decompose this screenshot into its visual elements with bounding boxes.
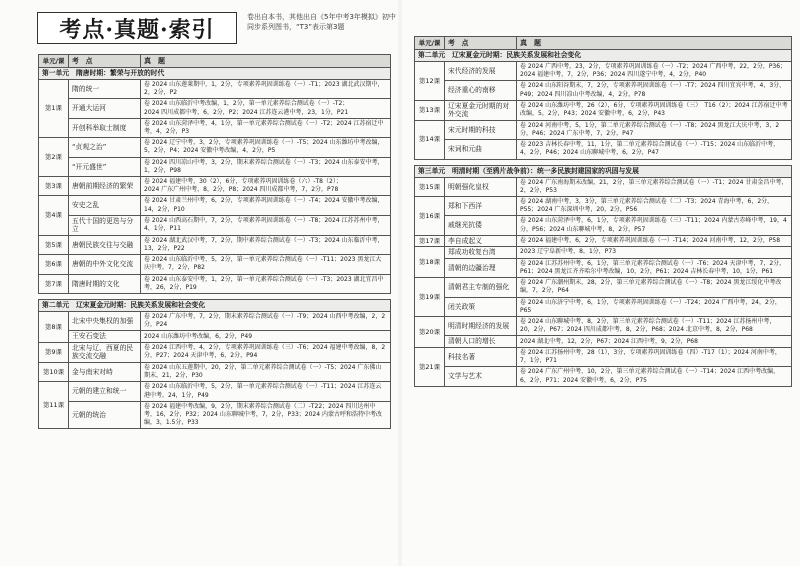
- table-row: [39, 215, 391, 235]
- topic-cell: 唐朝的中外文化交流: [69, 255, 141, 274]
- questions-cell: [141, 331, 391, 343]
- table-row: [39, 362, 391, 381]
- table-row: [415, 258, 792, 277]
- question-ref: 卷 2024 福建中考，30（2），6分，专项素养巩固训练卷（六）-T8（2）；: [144, 178, 342, 186]
- question-ref: 卷 2024 山东菏泽中考，6，1分，专项素养巩固训练卷（三）-T11；2024 内蒙古赤峰中考，19，4分，P56；2024 山东聊城中考，8，2分，P57: [520, 217, 787, 233]
- unit-row: [415, 165, 792, 177]
- question-ref: 卷 2024 广东中考，7，2分，期末素养综合测试卷（一）-T9；2024 山西中考改编，2，2分，P24: [144, 313, 386, 329]
- topic-cell: 元朝的建立和统一: [69, 382, 141, 401]
- lesson-cell: 第13课: [415, 100, 445, 120]
- questions-cell: [141, 99, 391, 118]
- question-ref: 卷 2024 山东临沂中考，5，2分，第一单元素养综合测试卷（一）-T11；2023 黑龙江大庆中考，7，2分，P82: [144, 256, 382, 272]
- question-ref: 卷 2024 江苏苏州中考，6，1分，第三单元素养综合测试卷（一）-T6；2024 天津中考，7，2分，P61；2024 黑龙江齐齐哈尔中考改编，10，2分，P61；2024 吉林长春中考，10，1分，P61: [520, 259, 786, 276]
- question-ref: 卷 2024 山东临沂中考，5，2分，第一单元素养综合测试卷（一）-T11；2024 江苏连云港中考，24，1分，P49: [144, 383, 382, 399]
- lesson-cell: 第11课: [39, 382, 69, 429]
- questions-cell: [517, 140, 792, 159]
- questions-cell: [517, 81, 792, 100]
- topic-cell: 开创科举取士制度: [69, 118, 141, 137]
- questions-cell: [517, 258, 792, 277]
- table-body: [415, 50, 792, 387]
- question-ref: 卷 2024 山东潍坊中考，26（2），6分，专项素养巩固训练卷（三） T16（2）；2024 江苏宿迁中考改编，5，2分，P43；2024 安徽中考，6，2分，P43: [520, 102, 788, 118]
- topic-cell: 科技名著: [445, 347, 517, 366]
- header-topic: 考 点: [445, 37, 517, 50]
- question-ref: 2024 湖北中考，12，2分，P67；2024 江西中考，9，2分，P68: [520, 337, 698, 345]
- topic-cell: 隋的统一: [69, 80, 141, 99]
- questions-cell: [141, 235, 391, 254]
- header-lesson: 单元/课: [415, 37, 445, 50]
- topic-cell: 郑成功收复台湾: [445, 247, 517, 259]
- lesson-cell: 第15课: [415, 177, 445, 196]
- question-ref: 卷 2024 湖南中考，3，3分，第三单元素养综合测试卷（二）-T3；2024 青海中考，6，2分，P55；2024 广东深圳中考，20，2分，P56: [520, 198, 774, 214]
- topic-cell: 清朝的边疆治理: [445, 258, 517, 277]
- index-table: [38, 54, 391, 429]
- lesson-cell: 第8课: [39, 312, 69, 343]
- questions-cell: [517, 297, 792, 316]
- questions-cell: [141, 80, 391, 99]
- questions-cell: [141, 196, 391, 215]
- table-row: [39, 401, 391, 429]
- table-row: [39, 331, 391, 343]
- questions-cell: [141, 401, 391, 429]
- lesson-cell: 第18课: [415, 247, 445, 278]
- unit-title: 第二单元 辽宋夏金元时期：民族关系发展和社会变化: [39, 300, 391, 312]
- lesson-cell: 第20课: [415, 317, 445, 348]
- table-body: [39, 68, 391, 429]
- lesson-cell: 第6课: [39, 255, 69, 274]
- topic-cell: 开通大运河: [69, 99, 141, 118]
- table-row: [415, 317, 792, 336]
- question-ref: 卷 2024 山东菏泽中考，4，1分，第一单元素养综合测试卷（一）-T2；2024 江苏宿迁中考，4，2分，P3: [144, 119, 384, 136]
- unit-row: [39, 300, 391, 312]
- topic-cell: 郑和下西洋: [445, 197, 517, 216]
- header-questions: 真 题: [141, 55, 391, 68]
- topic-cell: 北宋与辽、西夏的民族交流交融: [69, 342, 141, 362]
- questions-cell: [141, 118, 391, 137]
- questions-cell: [141, 342, 391, 362]
- unit-title: 第三单元 明清时期（至鸦片战争前）：统一多民族封建国家的巩固与发展: [415, 165, 792, 177]
- table-row: [415, 297, 792, 316]
- lesson-cell: 第7课: [39, 274, 69, 293]
- questions-cell: [517, 100, 792, 120]
- topic-cell: 经济重心的南移: [445, 81, 517, 100]
- lesson-cell: 第10课: [39, 362, 69, 381]
- topic-cell: 戚继光抗倭: [445, 216, 517, 235]
- lesson-cell: 第2课: [39, 138, 69, 177]
- unit-row: [415, 50, 792, 62]
- table-row: [39, 177, 391, 196]
- page-header: [37, 6, 397, 52]
- lesson-cell: 第21课: [415, 347, 445, 386]
- question-ref: 2024 四川成都中考，6，2分，P2；2024 江苏连云港中考，23，1分，P21: [144, 108, 349, 116]
- topic-cell: 元朝的统治: [69, 401, 141, 429]
- question-ref: 2023 辽宁阜新中考，8，1分，P73: [520, 248, 617, 256]
- topic-cell: 唐朝民族交往与交融: [69, 235, 141, 254]
- question-ref: 2024 广东广州中考，8，2分，P8；2024 四川成都中考，7，2分，P78: [144, 186, 339, 194]
- lesson-cell: 第17课: [415, 235, 445, 247]
- question-ref: 卷 2024 广东南海期末改编，21，2分，第三单元素养综合测试卷（一）-T1；2024 甘肃金昌中考，2，2分，P53: [520, 178, 788, 194]
- question-ref: 卷 2024 山东五莲期中，20，2分，第二单元素养综合测试卷（一）-T5；2024 广东佛山期末，21，2分，P30: [144, 363, 382, 380]
- lesson-cell: 第3课: [39, 177, 69, 196]
- table-row: [39, 80, 391, 99]
- questions-cell: [517, 216, 792, 235]
- table-row: [39, 255, 391, 274]
- topic-cell: 明清时期经济的发展: [445, 317, 517, 336]
- lesson-cell: 第14课: [415, 120, 445, 159]
- table-row: [415, 216, 792, 235]
- topic-cell: 闭关政策: [445, 297, 517, 316]
- index-table: [414, 36, 792, 387]
- table-row: [39, 138, 391, 157]
- topic-cell: 五代十国的更迭与分立: [69, 215, 141, 235]
- table-row: [415, 120, 792, 139]
- questions-cell: [517, 336, 792, 348]
- unit-title: 第一单元 隋唐时期：繁荣与开放的时代: [39, 68, 391, 80]
- table-row: [415, 177, 792, 196]
- table-row: [39, 342, 391, 362]
- question-ref: 卷 2023 吉林长春中考，11，1分，第二单元素养综合测试卷（一）-T15；2024 山东临沂中考，4，2分，P46；2024 山东聊城中考，6，2分，P47: [520, 141, 780, 157]
- question-ref: 卷 2024 广西中考，23，2分，专项素养巩固训练卷（一）-T2；2024 广西中考，22，2分，P36；2024 福建中考，7，2分，P36；2024 四川遂宁中考，4，2分，P40: [520, 63, 787, 79]
- questions-cell: [517, 235, 792, 247]
- questions-cell: [141, 255, 391, 274]
- table-row: [415, 100, 792, 120]
- unit-title: 第二单元 辽宋夏金元时期：民族关系发展和社会变化: [415, 50, 792, 62]
- question-ref: 卷 2024 山东莲莱期中，1，2分，专项素养巩固训练卷（一）-T1；2023 湖北武汉期中，2，2分，P2: [144, 81, 384, 97]
- questions-cell: [517, 347, 792, 366]
- table-row: [415, 347, 792, 366]
- topic-cell: “开元盛世”: [69, 157, 141, 176]
- header-lesson: 单元/课: [39, 55, 69, 68]
- table-row: [415, 336, 792, 348]
- topic-cell: 文学与艺术: [445, 367, 517, 386]
- table-row: [39, 99, 391, 118]
- index-table-left: [38, 54, 391, 429]
- questions-cell: [517, 197, 792, 216]
- question-ref: 卷 2024 甘肃兰州中考，6，2分，专项素养巩固训练卷（一）-T4；2024 安徽中考改编，14，2分，P10: [144, 197, 384, 213]
- table-row: [39, 312, 391, 331]
- lesson-cell: 第12课: [415, 62, 445, 101]
- question-ref: 卷 2024 山东临沂中考改编，1，2分，第一单元素养综合测试卷（一）-T2；: [144, 100, 349, 108]
- question-ref: 卷 2024 四川凉山中考，3，2分，期末素养综合测试卷（一）-T3；2024 山东泰安中考，1，2分，P98: [144, 158, 384, 174]
- topic-cell: 宋元时期的科技: [445, 120, 517, 139]
- question-ref: 卷 2024 广东潮州期末，28，2分，第三单元素养综合测试卷（一）-T8；2024 黑龙江绥化中考改编，7，2分，P64: [520, 279, 782, 295]
- header-note: 卷出自本书，其他出自《5年中考3年模拟》初中同步系列图书，“T3”表示第3题: [247, 13, 396, 31]
- question-ref: 卷 2024 河南中考，5，1分，第二单元素养综合测试卷（一）-T8；2024 黑龙江大庆中考，3，2分，P46；2024 广东中考，7，2分，P47: [520, 121, 780, 138]
- question-ref: 卷 2024 辽宁中考，3，2分，专项素养巩固训练卷（一）-T5；2024 山东潍坊中考改编，5，2分，P4；2024 安徽中考改编，4，2分，P5: [144, 139, 384, 155]
- question-ref: 卷 2024 山东济宁中考，6，1分，专项素养巩固训练卷（一）-T24；2024 广西中考，24，2分，P65: [520, 298, 781, 314]
- questions-cell: [141, 362, 391, 381]
- questions-cell: [141, 382, 391, 401]
- table-row: [39, 118, 391, 137]
- topic-cell: 辽宋夏金元时期的对外交流: [445, 100, 517, 120]
- table-row: [39, 157, 391, 176]
- lesson-cell: 第16课: [415, 197, 445, 236]
- table-row: [415, 197, 792, 216]
- table-row: [415, 278, 792, 297]
- question-ref: 卷 2024 山东泰安中考，1，2分，第一单元素养综合测试卷（一）-T3；2023 湖北宜昌中考，26，2分，P19: [144, 275, 384, 291]
- lesson-cell: 第1课: [39, 80, 69, 138]
- topic-cell: 安史之乱: [69, 196, 141, 215]
- questions-cell: [141, 138, 391, 157]
- topic-cell: 唐朝前期经济的繁荣: [69, 177, 141, 196]
- questions-cell: [517, 120, 792, 139]
- question-ref: 卷 2024 福建中考，6，2分，专项素养巩固训练卷（一）-T14；2024 河南中考，12，2分，P58: [520, 236, 781, 244]
- topic-cell: 李自成起义: [445, 235, 517, 247]
- table-row: [415, 140, 792, 159]
- topic-cell: 明朝强化皇权: [445, 177, 517, 196]
- header-topic: 考 点: [69, 55, 141, 68]
- questions-cell: [141, 215, 391, 235]
- page-title: 考点·真题·索引: [37, 12, 237, 44]
- table-row: [415, 235, 792, 247]
- questions-cell: [517, 367, 792, 386]
- table-row: [39, 382, 391, 401]
- table-header-row: [39, 55, 391, 68]
- questions-cell: [517, 62, 792, 81]
- topic-cell: 清朝人口的增长: [445, 336, 517, 348]
- questions-cell: [517, 247, 792, 259]
- lesson-cell: 第9课: [39, 342, 69, 362]
- unit-row: [39, 68, 391, 80]
- table-header-row: [415, 37, 792, 50]
- question-ref: 2024 山东潍坊中考改编，6，2分，P49: [144, 332, 253, 340]
- table-row: [39, 196, 391, 215]
- question-ref: 卷 2024 山东聊城中考，8，2分，第三单元素养综合测试卷（一）-T11；2024 江苏扬州中考，20，2分，P67；2024 四川成都中考，8，2分，P68；2024 北京中考，8，2分，P68: [520, 318, 776, 334]
- questions-cell: [141, 177, 391, 196]
- topic-cell: 北宋中央集权的加强: [69, 312, 141, 331]
- questions-cell: [517, 177, 792, 196]
- questions-cell: [141, 312, 391, 331]
- table-row: [39, 235, 391, 254]
- topic-cell: 清朝君主专制的强化: [445, 278, 517, 297]
- header-questions: 真 题: [517, 37, 792, 50]
- topic-cell: 隋唐时期的文化: [69, 274, 141, 293]
- table-row: [415, 81, 792, 100]
- index-table-right: [414, 36, 792, 387]
- question-ref: 卷 2024 湖北武汉中考，7，2分，期中素养综合测试卷（一）-T3；2024 山东临沂中考，13，2分，P22: [144, 236, 384, 253]
- lesson-cell: 第4课: [39, 196, 69, 235]
- table-row: [415, 62, 792, 81]
- table-row: [415, 247, 792, 259]
- topic-cell: 王安石变法: [69, 331, 141, 343]
- question-ref: 卷 2024 江苏扬州中考，28（1），3分，专项素养巩固训练卷（四）-T17（1）；2024 河南中考，7，1分，P71: [520, 348, 781, 365]
- lesson-cell: 第5课: [39, 235, 69, 254]
- table-row: [415, 367, 792, 386]
- topic-cell: 宋词和元曲: [445, 140, 517, 159]
- topic-cell: “贞观之治”: [69, 138, 141, 157]
- question-ref: 卷 2024 广东广州中考，10，2分，第三单元素养综合测试卷（一）-T14；2024 江西中考改编，6，2分，P71；2024 安徽中考，6，2分，P75: [520, 368, 780, 384]
- questions-cell: [141, 274, 391, 293]
- left-page: [0, 0, 398, 566]
- right-page: [402, 0, 800, 566]
- table-row: [39, 274, 391, 293]
- lesson-cell: 第19课: [415, 278, 445, 317]
- question-ref: 卷 2024 山东阳谷期末，7，2分，专项素养巩固训练卷（一）-T7；2024 四川宜宾中考，4，3分，P49；2024 四川凉山中考改编，4，2分，P78: [520, 82, 786, 98]
- topic-cell: 金与南宋对峙: [69, 362, 141, 381]
- topic-cell: 宋代经济的发展: [445, 62, 517, 81]
- questions-cell: [141, 157, 391, 176]
- question-ref: 卷 2024 福建中考改编，9，2分，期末素养综合测试卷（二）-T22；2024 四川达州中考，16，2分，P32；2024 山东聊城中考，7，2分，P33；2024 内蒙古呼和浩特中考改编，3，1.5分，P33: [144, 402, 382, 427]
- question-ref: 卷 2024 江西中考，4，2分，专项素养巩固训练卷（三）-T6；2024 福建中考改编，8，2分，P27；2024 天津中考，6，2分，P94: [144, 344, 386, 360]
- questions-cell: [517, 278, 792, 297]
- questions-cell: [517, 317, 792, 336]
- question-ref: 卷 2024 山西高石期中，7，2分，专项素养巩固训练卷（一）-T8；2024 江苏苏州中考，4，1分，P11: [144, 217, 384, 233]
